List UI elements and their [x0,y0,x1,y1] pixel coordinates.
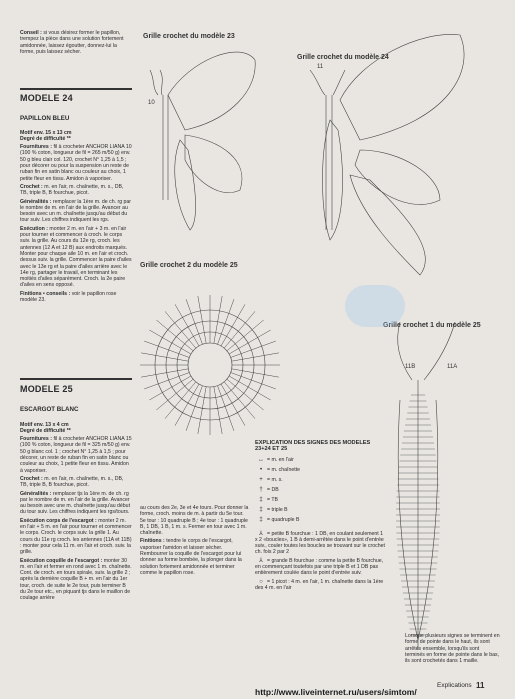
legend-label: = m. s. [267,476,283,483]
legend [255,440,385,591]
corps-label: Exécution corps de l'escargot : [20,517,97,524]
legend-label: = TB [267,496,279,503]
crochet-text: m. en l'air, m. chaînette, m. s., DB, TB, triple B, B fourchue, picot. [20,475,124,489]
spoke-line [214,296,222,343]
watermark-url: http://www.liveinternet.ru/users/simtom/ [255,687,417,697]
stitch-symbol-icon: + [259,476,263,483]
legend-label: = triple B [267,506,288,513]
coquille-text: monter 30 m. en l'air et fermer en rond avec 1 m. chaînette. Cont. de croch. en tours spirale, suiv. la grille 2 ; après la dernière coquille B + m. en l'air du 1er tour, croch. de suite le 2e tour, puis terminer B du 2e tour etc., en piquant tjs dans le maillon de coulage arrière [20,557,132,602]
legend-label: = DB [267,486,279,493]
spoke-line [141,353,188,361]
caption-grille-24: Grille crochet du modèle 24 [297,54,389,61]
legend-label: = m. chaînette [267,466,301,473]
fourchue-icon: ⅄ [259,530,263,537]
caption-grille-23: Grille crochet du modèle 23 [143,33,235,40]
legend-row [255,457,385,467]
corps-text: monter 2 m. en l'air + 5 m. en l'air pour tourner et commencer le corps. Croch. le corps suiv. la grille 1. Au cours du 11e rg croch. les antennes (11A et 11B) : monter pour cela 11 m. en l'air et croch. suiv. la grille. [20,517,132,556]
continuation-text: au cours des 2e, 3e et 4e tours. Pour donner la forme, croch. moins de m. à partir du 5e tour. 5e tour : 10 quadruple B ; 4e tour : 1 quadruple B, 1 DB, 1 B, 1 m. s. Fermer en tour avec 1 m. chaînette. [140,505,249,537]
fournitures-label: Fournitures : [20,144,52,151]
picot-icon: ○ [259,578,263,585]
legend-label: = m. en l'air [267,456,294,463]
model24-title: PAPILLON BLEU [20,115,70,123]
spoke-line [156,320,193,351]
caption-grille-25-1: Grille crochet 1 du modèle 25 [383,322,481,329]
spoke-line [232,353,279,361]
spoke-line [224,382,255,419]
execution-label: Exécution : [20,225,48,232]
model25-motif: Motif env. 13 x 4 cm [20,421,69,428]
spoke-line [141,369,188,377]
spoke-line [165,311,196,348]
spoke-line [198,296,206,343]
generalites-label: Généralités : [20,198,52,205]
legend-row [255,497,385,507]
grid-label: 11B [405,364,416,370]
spoke-line [227,379,264,410]
spoke-line [198,387,206,434]
grid-label: 10 [148,100,155,106]
grid-label: 11 [317,64,324,70]
fournitures-text: fil à crocheter ANCHOR LIANA 15 (100 % coton, longueur de fil = 325 m/50 g) env. 50 g blanc col. 1 ; crochet N° 1,25 à 1,5 ; pour décorer, un reste de ruban fin en satin blanc ou couleur au choix, 1 petite fleur en tissu. Amidon à vaporiser. [20,436,132,474]
spoke-line [214,387,222,434]
execution-text: monter 2 m. en l'air + 3 m. en l'air pour tourner et commencer à croch. le corps suiv. la grille. Au cours du 12e rg, croch. les antennes (12 A et 12 B) aux endroits marqués. Monter pour chaque aile 10 m. en l'air et croch. dessus suiv. la grille. Commencer la paire d'ailes avec le 13e rg et la paire d'ailes arrière avec le 14e rg, partager le travail, en terminant les moitiés d'ailes séparément. Croch. la 2e paire d'ailes en sens opposé. [20,225,132,289]
legend-row [255,477,385,487]
legend-petite-fourchue [255,531,385,556]
legend-title: EXPLICATION DES SIGNES DES MODELES 23+24 ET 25 [255,440,371,453]
spoke-line [227,320,264,351]
diagram-24 [310,34,464,275]
stitch-symbol-icon: • [259,466,263,473]
model25-difficulty: Degré de difficulté ** [20,427,71,434]
picot-text: = 1 picot : 4 m. en l'air, 1 m. chaînette dans la 1ère des 4 m. en l'air [255,578,384,591]
legend-items [255,457,385,527]
crochet-label: Crochet : [20,183,43,190]
caption-grille-25-2: Grille crochet 2 du modèle 25 [140,262,238,269]
diagram-25-1 [398,322,458,650]
finitions-text: voir le papillon rose modèle 23. [20,290,117,304]
legend-row [255,517,385,527]
diagram-25-2-spokes [140,295,280,435]
generalites-text: remplacer la 1ère m. de ch. rg par le nombre de m. en l'air de la grille. Avancer au besoin avec un m. chaînette jusqu'au début du tour suiv. Les chiffres indiquent les rgs. [20,198,132,224]
model24-heading: MODELE 24 [20,93,73,103]
petite-fourchue-text: = petite B fourchue : 1 DB, en coulant seulement 1 x 2 «boucles», 1 B à demi-arrêtée dans le point d'entrée suiv., couler toutes les boucles se trouvant sur le crochet ch. fois 2 par 2 [255,530,385,556]
stitch-symbol-icon: ↔ [258,456,264,463]
finitions-label: Finitions • conseils : [20,290,71,297]
generalites-label: Généralités : [20,490,52,497]
conseil-label: Conseil : [20,30,42,36]
fournitures-label: Fournitures : [20,436,52,443]
generalites-text: remplacer tjs la 1ère m. de ch. rg par le nombre de m. en l'air de la grille. Avancer au besoin avec une m. chaînette jusqu'au début du tour suiv. Les chiffres indiquent les rgs/tours. [20,490,131,516]
legend-row [255,487,385,497]
model24-difficulty: Degré de difficulté ** [20,135,71,142]
spoke-line [156,379,193,410]
grande-fourchue-text: = grande B fourchue : comme la petite B fourchue, en commençant toutefois par une triple B et 1 DB pas entièrement coulée dans le point d'entrée suiv. [255,557,384,577]
footer-label: Explications [437,682,472,689]
legend-row [255,467,385,477]
conseil-text: si vous désirez former le papillon, trempez la pièce dans une solution fortement amidonnée, laissez égoutter, donnez-lui la forme, puis laissez sécher. [20,30,124,55]
finitions-text: tendre le corps de l'escargot, vaporiser l'amidon et laisser sécher. Rembourrer la coquille de l'escargot pour lui donner sa forme bombée, la plonger dans la solution fortement amidonnée et terminer comme le papillon rose. [140,538,242,576]
diagram-25-1-rungs [396,395,440,635]
finitions-label: Finitions : [140,538,165,545]
stitch-symbol-icon: ‡ [259,516,263,523]
legend-grande-fourchue [255,558,385,577]
model25-heading: MODELE 25 [20,384,73,394]
coquille-label: Exécution coquille de l'escargot : [20,557,103,564]
right-note: Lorsque plusieurs signes se terminent en forme de pointe dans le haut, ils sont arrêtés ensemble, lorsqu'ils sont terminés en forme de pointe dans le bas, ils sont crochetés dans 1 maille. [405,633,500,665]
spoke-line [224,311,255,348]
model24-motif: Motif env. 15 x 13 cm [20,129,72,136]
legend-picot [255,579,385,592]
diagram-23 [150,52,255,230]
model25-title: ESCARGOT BLANC [20,406,79,414]
legend-label: = quadruple B [267,516,300,523]
grid-label: 11A [447,364,458,370]
legend-row [255,507,385,517]
crochet-label: Crochet : [20,475,43,482]
page-number: 11 [476,681,485,690]
stitch-symbol-icon: ‡ [259,496,263,503]
fourchue-icon: ⅄ [259,557,263,564]
spoke-line [165,382,196,419]
fournitures-text: fil à crocheter ANCHOR LIANA 10 (100 % coton, longueur de fil = 265 m/50 g) env. 50 g bleu clair col. 120, crochet N° 1,25 à 1,5 ; pour décorer ou pour la suspension un reste de ruban fin en satin blanc ou couleur au choix, 1 petite fleur en tissu. Amidon à vaporiser. [20,144,132,182]
stitch-symbol-icon: † [259,486,263,493]
spoke-line [232,369,279,377]
stitch-symbol-icon: ‡ [259,506,263,513]
crochet-text: m. en l'air, m. chaînette, m. s., DB, TB, triple B, B fourchue, picot. [20,183,124,197]
